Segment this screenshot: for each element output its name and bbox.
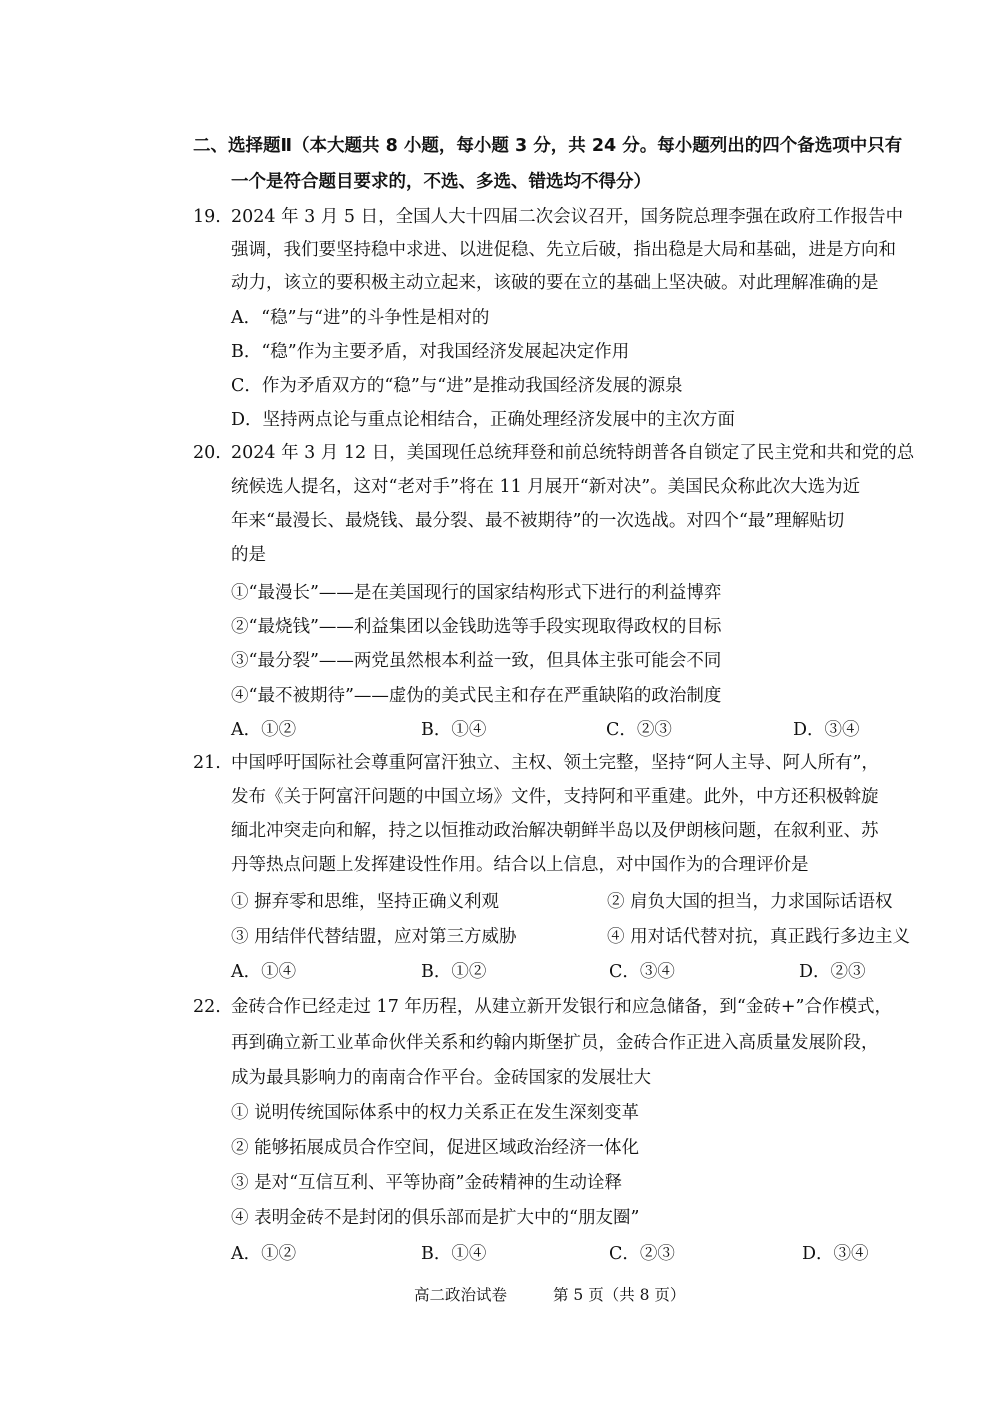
question-stem-line: 的是 [231, 545, 266, 565]
statement-item: ②“最烧钱”——利益集团以金钱助选等手段实现取得政权的目标 [231, 617, 722, 637]
statement-item: ③ 是对“互信互利、平等协商”金砖精神的生动诠释 [231, 1173, 622, 1193]
statement-item: ④“最不被期待”——虚伪的美式民主和存在严重缺陷的政治制度 [231, 686, 722, 706]
question-stem-line: 发布《关于阿富汗问题的中国立场》文件，支持阿和平重建。此外，中方还积极斡旋 [231, 787, 879, 807]
question-number: 21. [193, 753, 221, 773]
statement-item: ④ 用对话代替对抗，真正践行多边主义 [607, 927, 911, 947]
answer-d: D．③④ [802, 1244, 869, 1264]
answer-b: B．①④ [421, 720, 487, 740]
question-stem-line: 中国呼吁国际社会尊重阿富汗独立、主权、领土完整，坚持“阿人主导、阿人所有”， [231, 753, 879, 773]
statement-item: ③“最分裂”——两党虽然根本利益一致，但具体主张可能会不同 [231, 651, 722, 671]
answer-b: B．①② [421, 962, 487, 982]
statement-item: ② 肩负大国的担当，力求国际话语权 [607, 892, 893, 912]
answer-a: A．①② [231, 720, 297, 740]
statement-item: ③ 用结伴代替结盟，应对第三方威胁 [231, 927, 517, 947]
question-stem-line: 动力，该立的要积极主动立起来，该破的要在立的基础上坚决破。对此理解准确的是 [231, 273, 879, 293]
question-number: 22. [193, 997, 221, 1017]
question-stem-line: 丹等热点问题上发挥建设性作用。结合以上信息，对中国作为的合理评价是 [231, 855, 809, 875]
choice-b: B．“稳”作为主要矛盾，对我国经济发展起决定作用 [231, 342, 630, 362]
answer-c: C．②③ [609, 1244, 675, 1264]
answer-c: C．③④ [609, 962, 675, 982]
statement-item: ① 摒弃零和思维，坚持正确义利观 [231, 892, 500, 912]
question-stem-line: 强调，我们要坚持稳中求进、以进促稳、先立后破，指出稳是大局和基础，进是方向和 [231, 240, 896, 260]
statement-item: ④ 表明金砖不是封闭的俱乐部而是扩大中的“朋友圈” [231, 1208, 640, 1228]
answer-a: A．①② [231, 1244, 297, 1264]
question-stem-line: 再到确立新工业革命伙伴关系和约翰内斯堡扩员，金砖合作正进入高质量发展阶段， [231, 1033, 879, 1053]
statement-item: ① 说明传统国际体系中的权力关系正在发生深刻变革 [231, 1103, 640, 1123]
question-number: 19. [193, 207, 221, 227]
answer-b: B．①④ [421, 1244, 487, 1264]
question-number: 20. [193, 443, 221, 463]
question-stem-line: 2024 年 3 月 12 日，美国现任总统拜登和前总统特朗普各自锁定了民主党和共和党的总 [231, 443, 915, 463]
question-stem-line: 2024 年 3 月 5 日，全国人大十四届二次会议召开，国务院总理李强在政府工作报告中 [231, 207, 904, 227]
choice-a: A．“稳”与“进”的斗争性是相对的 [231, 308, 490, 328]
section-title-line2: 一个是符合题目要求的，不选、多选、错选均不得分） [231, 172, 651, 192]
question-stem-line: 金砖合作已经走过 17 年历程，从建立新开发银行和应急储备，到“金砖+”合作模式， [231, 997, 892, 1017]
question-stem-line: 年来“最漫长、最烧钱、最分裂、最不被期待”的一次选战。对四个“最”理解贴切 [231, 511, 845, 531]
footer-page-number: 第 5 页（共 8 页） [553, 1286, 686, 1304]
choice-d: D．坚持两点论与重点论相结合，正确处理经济发展中的主次方面 [231, 410, 736, 430]
question-stem-line: 缅北冲突走向和解，持之以恒推动政治解决朝鲜半岛以及伊朗核问题，在叙利亚、苏 [231, 821, 879, 841]
answer-d: D．③④ [793, 720, 860, 740]
section-title-line1: 二、选择题Ⅱ（本大题共 8 小题，每小题 3 分，共 24 分。每小题列出的四个备选项中只有 [193, 136, 903, 156]
answer-c: C．②③ [606, 720, 672, 740]
statement-item: ①“最漫长”——是在美国现行的国家结构形式下进行的利益博弈 [231, 583, 722, 603]
footer-subject: 高二政治试卷 [414, 1286, 508, 1304]
answer-a: A．①④ [231, 962, 297, 982]
question-stem-line: 统候选人提名，这对“老对手”将在 11 月展开“新对决”。美国民众称此次大选为近 [231, 477, 861, 497]
question-stem-line: 成为最具影响力的南南合作平台。金砖国家的发展壮大 [231, 1068, 651, 1088]
choice-c: C．作为矛盾双方的“稳”与“进”是推动我国经济发展的源泉 [231, 376, 683, 396]
statement-item: ② 能够拓展成员合作空间，促进区域政治经济一体化 [231, 1138, 640, 1158]
answer-d: D．②③ [799, 962, 866, 982]
